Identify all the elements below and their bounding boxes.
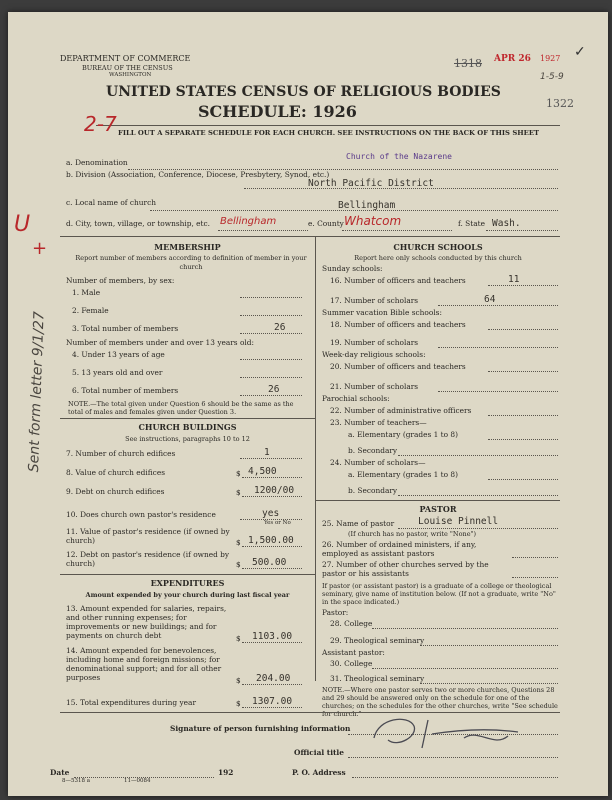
parochial-label: Parochial schools: xyxy=(322,394,390,403)
label-b: b. Division (Association, Conference, Diocese, Presbytery, Synod, etc.) xyxy=(66,170,330,179)
q5-line xyxy=(240,377,302,378)
sunday-label: Sunday schools: xyxy=(322,264,383,273)
expenditures-heading: EXPENDITURES xyxy=(150,578,225,588)
label-e: e. County xyxy=(308,219,344,228)
q18-line xyxy=(488,329,558,330)
membership-sub: Report number of members according to definition of member in your church xyxy=(75,254,307,271)
q2-label: 2. Female xyxy=(72,306,109,315)
dollar-sign: $ xyxy=(236,634,241,643)
margin-note: Sent form letter 9/1/27 xyxy=(26,311,48,473)
by-age-label: Number of members under and over 13 years old: xyxy=(66,338,254,347)
q23-label: 23. Number of teachers— xyxy=(330,418,427,427)
q7-label: 7. Number of church edifices xyxy=(66,449,176,458)
q6-label: 6. Total number of members xyxy=(72,386,179,395)
denomination-stamp: Church of the Nazarene xyxy=(346,152,452,161)
q16-value: 11 xyxy=(508,274,520,285)
official-title-label: Official title xyxy=(294,748,344,757)
q4-label: 4. Under 13 years of age xyxy=(72,350,165,359)
q25-note: (If church has no pastor, write "None") xyxy=(348,530,477,538)
q11-value: 1,500.00 xyxy=(248,535,294,546)
margin-mark-plus: + xyxy=(32,238,48,259)
line-d xyxy=(218,230,308,231)
church-name-value: Bellingham xyxy=(338,200,396,211)
q25-label: 25. Name of pastor xyxy=(322,519,395,528)
buildings-heading: CHURCH BUILDINGS xyxy=(138,422,237,432)
q28-line xyxy=(372,628,558,629)
weekday-label: Week-day religious schools: xyxy=(322,350,426,359)
po-address-line xyxy=(352,777,558,778)
q26-line xyxy=(512,557,558,558)
schools-sub: Report here only schools conducted by this church xyxy=(354,254,522,262)
asst-label: Assistant pastor: xyxy=(322,648,385,657)
q15-value: 1307.00 xyxy=(252,696,293,707)
dept-name: DEPARTMENT OF COMMERCE xyxy=(60,54,191,63)
official-title-line xyxy=(348,757,558,758)
label-d: d. City, town, village, or township, etc. xyxy=(66,219,211,228)
q8-value: 4,500 xyxy=(248,466,277,477)
form-number-2: 11—0084 xyxy=(124,778,151,784)
q6-line xyxy=(240,395,302,396)
q25-line xyxy=(398,528,558,529)
q1-label: 1. Male xyxy=(72,288,101,297)
q13-line xyxy=(242,642,302,643)
q7-line xyxy=(240,458,302,459)
q22-label: 22. Number of administrative officers xyxy=(330,406,472,415)
yes-no-hint: Yes or No xyxy=(264,520,291,526)
q24-label: 24. Number of scholars— xyxy=(330,458,426,467)
schedule-title: SCHEDULE: 1926 xyxy=(198,102,357,121)
dollar-sign: $ xyxy=(236,469,241,478)
pastor-note: NOTE.—Where one pastor serves two or more churches, Questions 28 and 29 should be answered only on the schedule for one of the churches; on the schedules for the other churches, write "See schedule for church." xyxy=(322,686,558,718)
q21-label: 21. Number of scholars xyxy=(330,382,419,391)
q15-label: 15. Total expenditures during year xyxy=(66,698,196,707)
label-a: a. Denomination xyxy=(66,158,128,167)
city-name: WASHINGTON xyxy=(109,72,152,78)
q3-value: 26 xyxy=(274,322,286,333)
q12-line xyxy=(242,568,302,569)
q21-line xyxy=(438,391,558,392)
year-label: 192 xyxy=(218,768,234,777)
graduate-note: If pastor (or assistant pastor) is a graduate of a college or theological seminary, give name of institution below. (If not a graduate, write "No" in the space indicated.) xyxy=(322,582,556,606)
q24b-line xyxy=(398,495,558,496)
q31-label: 31. Theological seminary xyxy=(330,674,425,683)
q3-label: 3. Total number of members xyxy=(72,324,179,333)
division-value: North Pacific District xyxy=(308,178,434,189)
form-mark: 2-7 xyxy=(84,112,117,136)
q11-label: 11. Value of pastor's residence (if owned by church) xyxy=(66,527,230,545)
q5-label: 5. 13 years old and over xyxy=(72,368,163,377)
census-form xyxy=(8,12,608,796)
q22-line xyxy=(488,415,558,416)
q27-line xyxy=(512,577,558,578)
q6-value: 26 xyxy=(268,384,280,395)
city-value: Bellingham xyxy=(220,216,277,227)
q14-line xyxy=(242,684,302,685)
column-divider xyxy=(315,236,316,681)
po-address-label: P. O. Address xyxy=(292,768,346,777)
q29-label: 29. Theological seminary xyxy=(330,636,425,645)
stamp-year: 1927 xyxy=(540,54,561,63)
dollar-sign: $ xyxy=(236,699,241,708)
q16-label: 16. Number of officers and teachers xyxy=(330,276,466,285)
q8-label: 8. Value of church edifices xyxy=(66,468,165,477)
line-e xyxy=(342,230,452,231)
q28-label: 28. College xyxy=(330,619,373,628)
q20-line xyxy=(488,371,558,372)
state-value: Wash. xyxy=(492,218,521,229)
q17-label: 17. Number of scholars xyxy=(330,296,419,305)
dollar-sign: $ xyxy=(236,538,241,547)
q23b-line xyxy=(398,455,558,456)
check-mark: ✓ xyxy=(574,44,586,60)
q31-line xyxy=(420,683,558,684)
q23a-label: a. Elementary (grades 1 to 8) xyxy=(348,430,459,439)
by-sex-label: Number of members, by sex: xyxy=(66,276,175,285)
q13-value: 1103.00 xyxy=(252,631,293,642)
q10-label: 10. Does church own pastor's residence xyxy=(66,510,216,519)
signature-scribble xyxy=(368,708,538,756)
q4-line xyxy=(240,359,302,360)
q11-line xyxy=(242,546,302,547)
q24b-label: b. Secondary xyxy=(348,486,398,495)
form-title: UNITED STATES CENSUS OF RELIGIOUS BODIES xyxy=(106,84,501,100)
stamp-number: 1322 xyxy=(546,97,574,110)
date-stamp: APR 26 xyxy=(494,54,531,64)
q19-label: 19. Number of scholars xyxy=(330,338,419,347)
instructions-line: FILL OUT A SEPARATE SCHEDULE FOR EACH CHURCH. SEE INSTRUCTIONS ON THE BACK OF THIS SHEET xyxy=(118,129,540,137)
schools-heading: CHURCH SCHOOLS xyxy=(393,242,483,252)
q20-label: 20. Number of officers and teachers xyxy=(330,362,466,371)
q7-value: 1 xyxy=(264,447,270,458)
pastor-sub-label: Pastor: xyxy=(322,608,349,617)
dollar-sign: $ xyxy=(236,676,241,685)
q9-line xyxy=(242,496,302,497)
bureau-name: BUREAU OF THE CENSUS xyxy=(82,64,173,72)
membership-note: NOTE.—The total given under Question 6 should be the same as the total of males and females given under Question 3. xyxy=(68,400,294,416)
q15-line xyxy=(242,707,302,708)
date-label: Date xyxy=(50,768,70,777)
q9-label: 9. Debt on church edifices xyxy=(66,487,165,496)
q30-line xyxy=(372,668,558,669)
q10-value: yes xyxy=(262,508,280,519)
q3-line xyxy=(240,333,302,334)
q23a-line xyxy=(488,439,558,440)
q29-line xyxy=(420,645,558,646)
crossed-number: 1318 xyxy=(454,57,482,70)
q27-label: 27. Number of other churches served by the pastor or his assistants xyxy=(322,560,489,578)
q30-label: 30. College xyxy=(330,659,373,668)
q26-label: 26. Number of ordained ministers, if any, employed as assistant pastors xyxy=(322,540,477,558)
q17-value: 64 xyxy=(484,294,496,305)
q23b-label: b. Secondary xyxy=(348,446,398,455)
label-c: c. Local name of church xyxy=(66,198,156,207)
q24a-label: a. Elementary (grades 1 to 8) xyxy=(348,470,459,479)
buildings-rule xyxy=(60,418,315,419)
q24a-line xyxy=(488,479,558,480)
membership-heading: MEMBERSHIP xyxy=(154,242,221,252)
q13-label: 13. Amount expended for salaries, repairs, and other running expenses; for improvements or new buildings; and for payments on church debt xyxy=(66,604,227,640)
q9-value: 1200/00 xyxy=(254,485,295,496)
signature-label: Signature of person furnishing information xyxy=(170,724,351,733)
pastor-heading: PASTOR xyxy=(419,504,457,514)
expenditures-rule xyxy=(60,574,315,575)
q19-line xyxy=(438,347,558,348)
corner-note: 1-5-9 xyxy=(540,72,564,82)
dollar-sign: $ xyxy=(236,560,241,569)
form-number: 8—5318 a xyxy=(62,778,91,784)
q8-line xyxy=(242,477,302,478)
q14-label: 14. Amount expended for benevolences, including home and foreign missions; for denominational support; and for all other purposes xyxy=(66,646,222,682)
expenditures-sub: Amount expended by your church during last fiscal year xyxy=(85,591,290,599)
q12-value: 500.00 xyxy=(252,557,287,568)
margin-mark-u: U xyxy=(14,212,31,237)
pastor-rule xyxy=(315,500,560,501)
county-value: Whatcom xyxy=(344,214,402,228)
q18-label: 18. Number of officers and teachers xyxy=(330,320,466,329)
q12-label: 12. Debt on pastor's residence (if owned by church) xyxy=(66,550,230,568)
line-f xyxy=(486,230,558,231)
buildings-sub: See instructions, paragraphs 10 to 12 xyxy=(125,435,250,443)
summer-label: Summer vacation Bible schools: xyxy=(322,308,442,317)
q16-line xyxy=(488,285,558,286)
q1-line xyxy=(240,297,302,298)
label-f: f. State xyxy=(458,219,485,228)
q14-value: 204.00 xyxy=(256,673,291,684)
dollar-sign: $ xyxy=(236,488,241,497)
q2-line xyxy=(240,315,302,316)
header-rule xyxy=(96,125,560,126)
top-rule xyxy=(60,236,560,237)
pastor-name: Louise Pinnell xyxy=(418,516,499,527)
q17-line xyxy=(438,305,558,306)
